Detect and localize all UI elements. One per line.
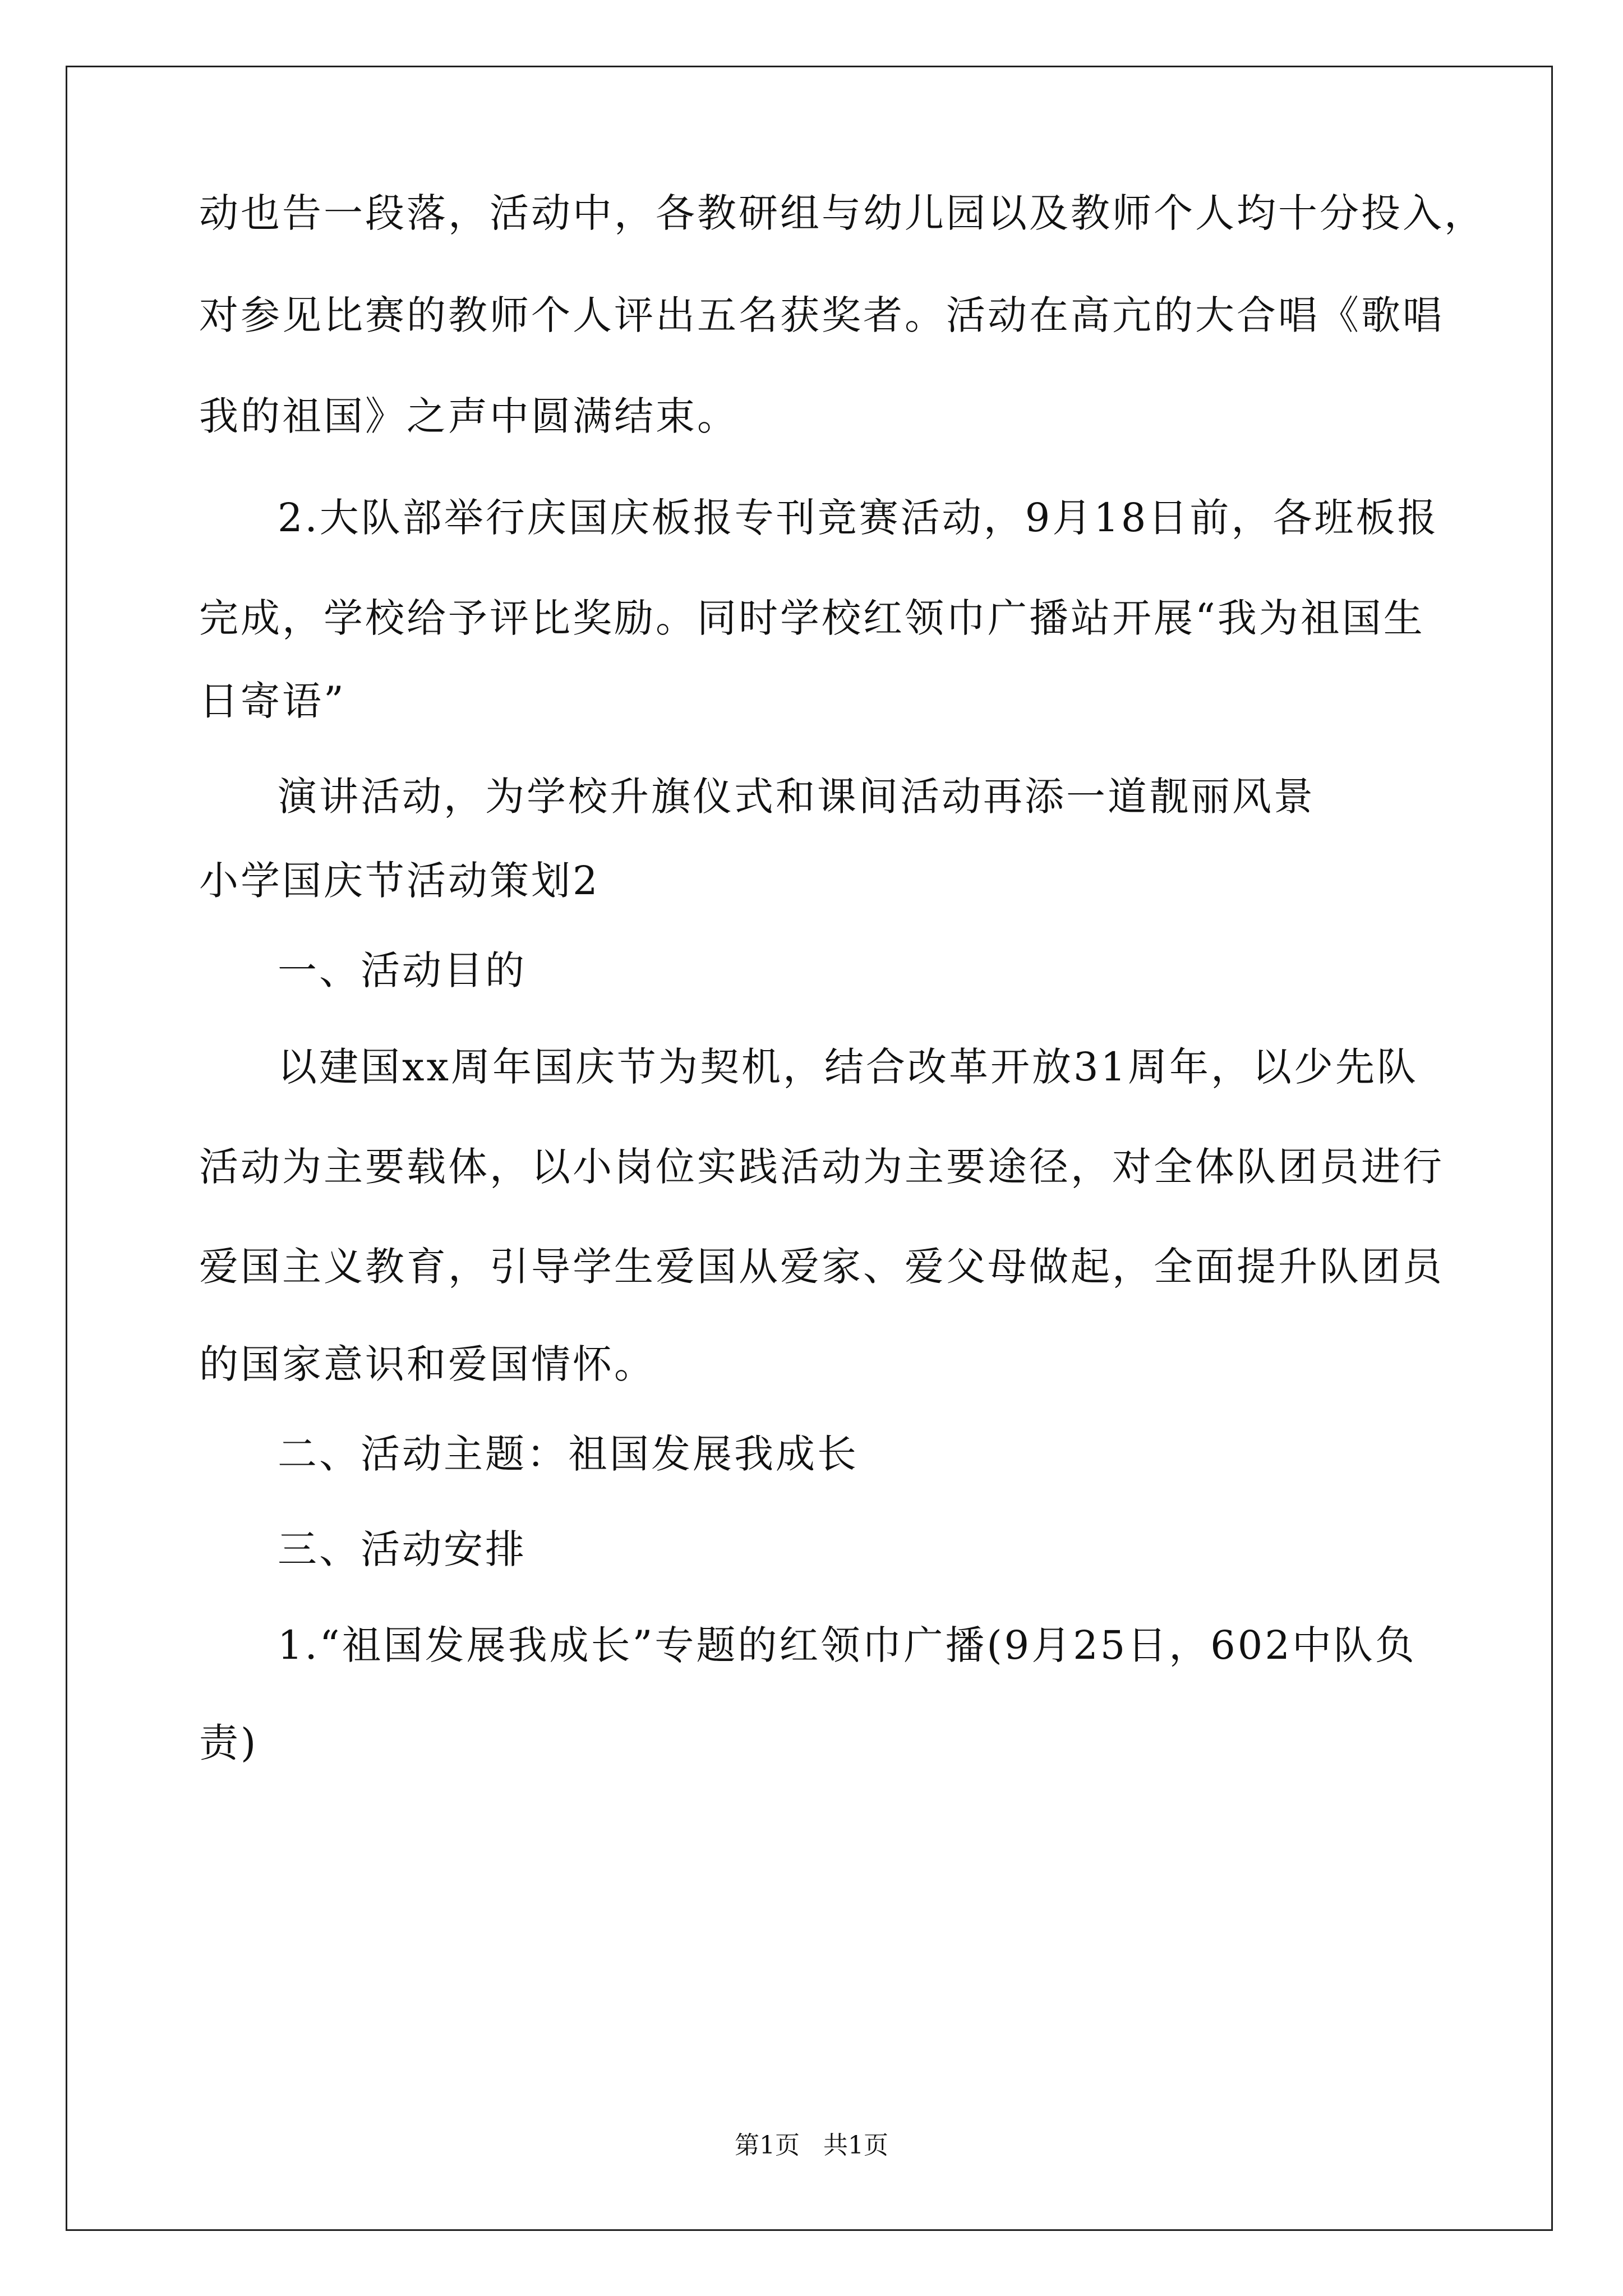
text-line: 动也告一段落，活动中，各教研组与幼儿园以及教师个人均十分投入， xyxy=(199,190,1486,236)
text-line: 日寄语” xyxy=(199,678,346,724)
text-line: 2.大队部举行庆国庆板报专刊竞赛活动，9月18日前，各班板报 xyxy=(278,495,1439,541)
text-line: 对参见比赛的教师个人评出五名获奖者。活动在高亢的大合唱《歌唱 xyxy=(199,292,1444,338)
text-line: 以建国xx周年国庆节为契机，结合改革开放31周年，以少先队 xyxy=(278,1044,1419,1090)
page-footer: 第1页 共1页 xyxy=(735,2131,888,2160)
text-line: 1.“祖国发展我成长”专题的红领巾广播(9月25日，602中队负 xyxy=(278,1622,1417,1668)
section-heading: 一、活动目的 xyxy=(278,947,527,993)
text-line: 活动为主要载体，以小岗位实践活动为主要途径，对全体队团员进行 xyxy=(199,1144,1444,1190)
text-line: 演讲活动，为学校升旗仪式和课间活动再添一道靓丽风景 xyxy=(278,774,1315,820)
text-line: 的国家意识和爱国情怀。 xyxy=(199,1341,656,1387)
section-heading: 二、活动主题：祖国发展我成长 xyxy=(278,1431,859,1477)
section-heading: 小学国庆节活动策划2 xyxy=(199,858,600,904)
text-line: 责) xyxy=(199,1720,259,1766)
text-line: 爱国主义教育，引导学生爱国从爱家、爱父母做起，全面提升队团员 xyxy=(199,1244,1444,1290)
section-heading: 三、活动安排 xyxy=(278,1526,527,1572)
text-line: 完成，学校给予评比奖励。同时学校红领巾广播站开展“我为祖国生 xyxy=(199,595,1425,641)
text-line: 我的祖国》之声中圆满结束。 xyxy=(199,393,739,439)
